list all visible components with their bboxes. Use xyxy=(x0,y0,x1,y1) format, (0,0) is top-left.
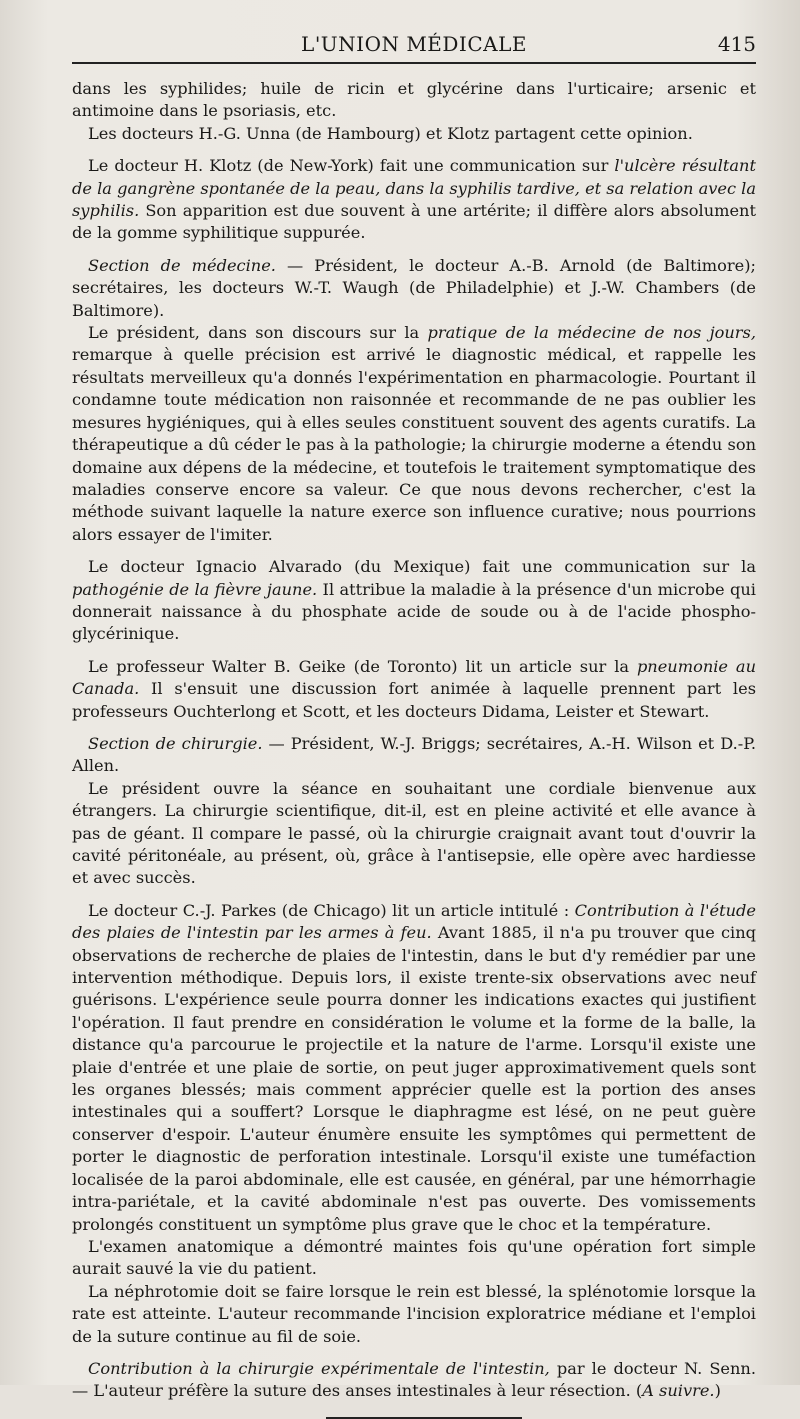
text-run: Le docteur C.-J. Parkes (de Chicago) lit un article intitulé : xyxy=(88,900,575,920)
text-run: Avant 1885, il n'a pu trouver que cinq observations de recherche de plaies de l'intestin, dans le but d'y remédier par une intervention méthodique. Depuis lors, il existe trente-six observations avec neuf guérisons. L'expérience seule pourra donner les indications exactes qui justifient l'opération. Il faut prendre en considération le volume et la forme de la balle, la distance qu'a parcourue le projectile et la nature de l'arme. Lorsqu'il existe une plaie d'entrée et une plaie de sortie, on peut juger approximativement quels sont les organes blessés; mais comment apprécier quelle est la portion des anses intestinales qui a souffert? Lorsque le diaphragme est lésé, on ne peut guère conserver d'espoir. L'auteur énumère ensuite les symptômes qui permettent de porter le diagnostic de perforation intestinale. Lorsqu'il existe une tuméfaction localisée de la paroi abdominale, elle est causée, en général, par une hémorrhagie intra-pariétale, et la cavité abdominale n'est pas ouverte. Des vomissements prolongés constituent un symptôme plus grave que le choc et la température. xyxy=(72,923,756,1234)
text-run: Son apparition est due souvent à une artérite; il diffère alors absolument de la gomme syphilitique suppurée. xyxy=(72,201,756,243)
italic-text: l'ulcère résultant de la gangrène spontanée de la peau, dans la syphilis tardive, et sa relation avec la syphilis. xyxy=(72,156,756,221)
italic-text: pneumonie au Canada. xyxy=(72,656,756,699)
text-run: Le président ouvre la séance en souhaitant une cordiale bienvenue aux étrangers. La chirurgie scientifique, dit-il, est en pleine activité et elle avance à pas de géant. Il compare le passé, où la chirurgie craignait avant tout d'ouvrir la cavité péritonéale, au présent, où, grâce à l'antisepsie, elle opère avec hardiesse et avec succès. xyxy=(72,778,756,888)
page-header xyxy=(72,28,756,64)
end-rule xyxy=(326,1417,522,1419)
text-run: ) xyxy=(714,1381,721,1401)
paragraph-p8 xyxy=(72,733,756,778)
text-run: L'examen anatomique a démontré maintes fois qu'une opération fort simple aurait sauvé la vie du patient. xyxy=(72,1236,756,1279)
paragraph-p7 xyxy=(72,656,756,723)
italic-text: Contribution à la chirurgie expérimentale de l'intestin, xyxy=(88,1358,550,1378)
text-run: Il attribue la maladie à la présence d'un microbe qui donnerait naissance à du phosphate acide de soude ou à de l'acide phospho-glycérinique. xyxy=(72,579,756,644)
italic-text: A suivre. xyxy=(642,1381,715,1401)
italic-text: Section de chirurgie. xyxy=(88,733,263,753)
text-run: ( xyxy=(635,1381,643,1401)
journal-title: L'UNION MÉDICALE xyxy=(301,32,527,56)
paragraph-p1 xyxy=(72,78,756,123)
text-run: La néphrotomie doit se faire lorsque le rein est blessé, la splénotomie lorsque la rate est atteinte. L'auteur recommande l'incision exploratrice médiane et l'emploi de la suture continue au fil de soie. xyxy=(72,1281,756,1346)
text-run: — Président, W.-J. Briggs; secrétaires, A.-H. Wilson et D.-P. Allen. xyxy=(72,733,756,776)
paragraph-p2 xyxy=(72,123,756,145)
page-number: 415 xyxy=(717,32,756,56)
paragraph-p11 xyxy=(72,1236,756,1281)
text-run: par le docteur N. Senn. — L'auteur préfère la suture des anses intestinales à leur résection. xyxy=(72,1358,756,1401)
text-run: Le président, dans son discours sur la xyxy=(88,323,428,343)
text-run: Le docteur Ignacio Alvarado (du Mexique) fait une communication sur la xyxy=(88,557,756,577)
paragraph-p9 xyxy=(72,778,756,890)
paragraph-p10 xyxy=(72,900,756,1236)
paragraph-p5 xyxy=(72,322,756,546)
text-run: — Président, le docteur A.-B. Arnold (de Baltimore); secrétaires, les docteurs W.-T. Waugh (de Philadelphie) et J.-W. Chambers (de Baltimore). xyxy=(72,255,756,320)
italic-text: pathogénie de la fièvre jaune. xyxy=(72,579,318,599)
paragraph-p3 xyxy=(72,155,756,245)
text-run: Le docteur H. Klotz (de New-York) fait une communication sur xyxy=(88,156,615,176)
italic-text: Contribution à l'étude des plaies de l'intestin par les armes à feu. xyxy=(72,900,756,943)
paragraph-p13 xyxy=(72,1358,756,1403)
text-run: Le professeur Walter B. Geike (de Toronto) lit un article sur la xyxy=(88,656,637,676)
text-run: Il s'ensuit une discussion fort animée à laquelle prennent part les professeurs Ouchterlong et Scott, et les docteurs Didama, Leister et Stewart. xyxy=(72,679,756,721)
text-run: remarque à quelle précision est arrivé le diagnostic médical, et rappelle les résultats merveilleux qu'a donnés l'expérimentation en pharmacologie. Pourtant il condamne toute médication non raisonnée et recommande de ne pas oublier les mesures hygiéniques, qui à elles seules constituent souvent des agents curatifs. La thérapeutique a dû céder le pas à la pathologie; la chirurgie moderne a étendu son domaine aux dépens de la médecine, et toutefois le traitement symptomatique des maladies conserve encore sa valeur. Ce que nous devons rechercher, c'est la méthode suivant laquelle la nature exerce son influence curative; nous pourrions alors essayer de l'imiter. xyxy=(72,345,756,544)
italic-text: Section de médecine. xyxy=(88,255,276,275)
article-body xyxy=(72,78,756,1403)
text-run: Les docteurs H.-G. Unna (de Hambourg) et Klotz partagent cette opinion. xyxy=(88,123,693,143)
paragraph-p6 xyxy=(72,556,756,646)
text-run: dans les syphilides; huile de ricin et glycérine dans l'urticaire; arsenic et antimoine dans le psoriasis, etc. xyxy=(72,79,756,121)
paragraph-p4 xyxy=(72,255,756,322)
italic-text: pratique de la médecine de nos jours, xyxy=(427,323,756,343)
paragraph-p12 xyxy=(72,1281,756,1348)
